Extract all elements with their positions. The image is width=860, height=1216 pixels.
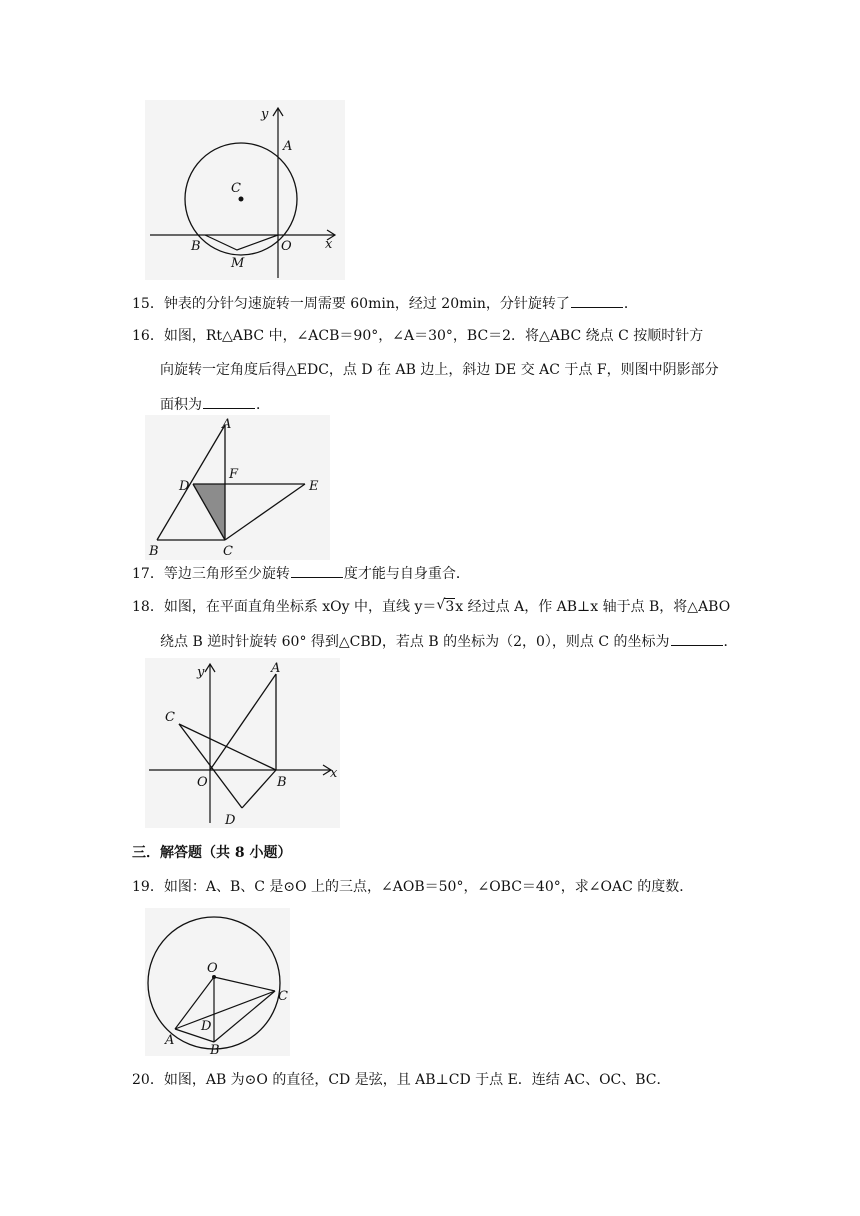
q19-number: 19． — [132, 879, 164, 895]
q15-answer-blank[interactable] — [571, 293, 623, 308]
q18-text-line2: 绕点 B 逆时针旋转 60° 得到△CBD，若点 B 的坐标为（2，0），则点 C 的坐标为 — [160, 634, 670, 650]
fig14-label-A: A — [283, 139, 293, 154]
fig18-label-D: D — [225, 813, 236, 828]
q16-text-line2: 向旋转一定角度后得△EDC，点 D 在 AB 边上，斜边 DE 交 AC 于点 F，则图中阴影部分 — [160, 362, 719, 378]
figure-coordinate-rotation — [145, 658, 340, 828]
q18-sqrt-arg: 3 — [445, 599, 455, 615]
q15-number: 15． — [132, 296, 164, 312]
fig14-label-M: M — [231, 256, 245, 271]
q20-text: 如图，AB 为⊙O 的直径，CD 是弦，且 AB⊥CD 于点 E．连结 AC、OC、BC． — [163, 1072, 671, 1088]
q16-answer-blank[interactable] — [203, 394, 255, 409]
q17-number: 17． — [132, 566, 164, 582]
fig14-label-B: B — [191, 239, 201, 254]
q15-text: 钟表的分针匀速旋转一周需要 60min，经过 20min，分针旋转了 — [163, 296, 570, 312]
fig19-label-D: D — [201, 1019, 212, 1034]
fig14-label-O: O — [281, 239, 292, 254]
fig19-label-O: O — [207, 961, 218, 976]
q18-text-line1b: x 经过点 A，作 AB⊥x 轴于点 B，将△ABO — [455, 599, 731, 615]
q17-text-b: 度才能与自身重合． — [343, 566, 470, 582]
fig16-label-F: F — [229, 467, 239, 482]
fig18-label-B: B — [277, 775, 287, 790]
fig19-label-B: B — [210, 1043, 220, 1056]
question-16-line3 — [160, 394, 270, 415]
question-18-line1 — [132, 597, 730, 617]
sqrt-symbol: √ 3 — [436, 597, 455, 615]
q16-number: 16． — [132, 328, 164, 344]
q15-end: ． — [623, 296, 638, 312]
q16-text-line3: 面积为 — [160, 397, 202, 413]
q18-answer-blank[interactable] — [671, 631, 723, 646]
fig16-label-A: A — [222, 417, 232, 432]
fig14-label-C: C — [231, 181, 241, 196]
q17-text-a: 等边三角形至少旋转 — [163, 566, 290, 582]
fig14-label-x: x — [325, 237, 333, 252]
question-16-line2 — [160, 360, 719, 380]
q16-text-line1: 如图，Rt△ABC 中，∠ACB＝90°，∠A＝30°，BC＝2．将△ABC 绕点 C 按顺时针方 — [163, 328, 704, 344]
q18-end: ． — [723, 634, 738, 650]
fig19-label-C: C — [278, 989, 288, 1004]
question-16-line1 — [132, 326, 703, 346]
fig18-label-y: y — [197, 665, 205, 680]
fig18-label-C: C — [165, 710, 175, 725]
figure-rotated-triangle — [145, 415, 330, 560]
figure-circle-axes — [145, 100, 345, 280]
fig16-label-D: D — [179, 479, 190, 494]
fig18-label-O: O — [197, 775, 208, 790]
fig16-label-B: B — [149, 544, 159, 559]
question-17 — [132, 563, 470, 584]
fig16-label-E: E — [309, 479, 319, 494]
q20-number: 20． — [132, 1072, 164, 1088]
question-19 — [132, 877, 693, 897]
fig18-label-A: A — [271, 661, 281, 676]
q18-text-line1a: 如图，在平面直角坐标系 xOy 中，直线 y＝ — [163, 599, 437, 615]
q16-end: ． — [256, 397, 270, 413]
question-18-line2 — [160, 631, 738, 652]
question-15 — [132, 293, 638, 314]
figure-circle-chords — [145, 908, 290, 1056]
fig14-label-y: y — [261, 107, 269, 122]
question-20 — [132, 1070, 671, 1090]
q17-answer-blank[interactable] — [291, 563, 343, 578]
section-3-title: 三．解答题（共 8 小题） — [132, 845, 292, 861]
q19-text: 如图：A、B、C 是⊙O 上的三点，∠AOB＝50°，∠OBC＝40°，求∠OAC 的度数． — [163, 879, 694, 895]
fig19-label-A: A — [165, 1033, 175, 1048]
q18-number: 18． — [132, 599, 164, 615]
fig16-label-C: C — [223, 544, 233, 559]
fig18-label-x: x — [330, 766, 338, 781]
